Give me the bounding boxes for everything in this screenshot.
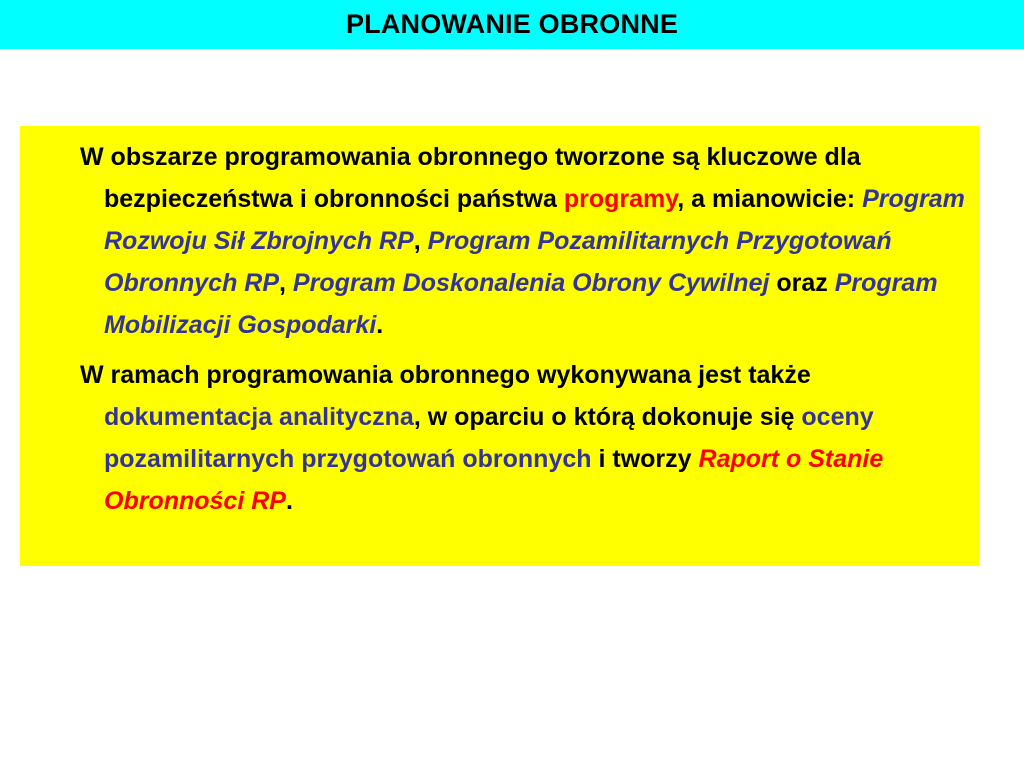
- text-run: ,: [279, 269, 293, 297]
- text-run: W ramach programowania obronnego wykonywana jest także: [80, 361, 811, 389]
- slide-title: PLANOWANIE OBRONNE: [345, 9, 679, 39]
- text-run: Program Doskonalenia Obrony Cywilnej: [292, 269, 770, 297]
- paragraph-2: [80, 354, 984, 522]
- text-run: ,: [413, 227, 428, 255]
- text-run: programy: [563, 185, 678, 213]
- title-bar: [0, 0, 1024, 49]
- text-run: Program Mobilizacji Gospodarki: [104, 269, 938, 339]
- text-run: .: [376, 311, 384, 339]
- paragraph-1: [80, 136, 984, 346]
- text-run: oceny pozamilitarnych przygotowań obronnych: [104, 403, 874, 473]
- text-run: Program Pozamilitarnych Przygotowań Obronnych RP: [104, 227, 892, 297]
- text-run: oraz: [769, 269, 835, 297]
- text-run: Program Rozwoju Sił Zbrojnych RP: [104, 185, 965, 255]
- text-run: , w oparciu o którą dokonuje się: [413, 403, 802, 431]
- text-run: Raport o Stanie Obronności RP: [104, 445, 884, 515]
- text-run: i tworzy: [591, 445, 699, 473]
- content-box: [20, 126, 979, 566]
- text-run: dokumentacja analityczna: [104, 403, 414, 431]
- text-run: , a mianowicie:: [677, 185, 863, 213]
- text-run: W obszarze programowania obronnego tworzone są kluczowe dla bezpieczeństwa i obronności państwa: [80, 143, 861, 213]
- text-run: .: [285, 487, 293, 515]
